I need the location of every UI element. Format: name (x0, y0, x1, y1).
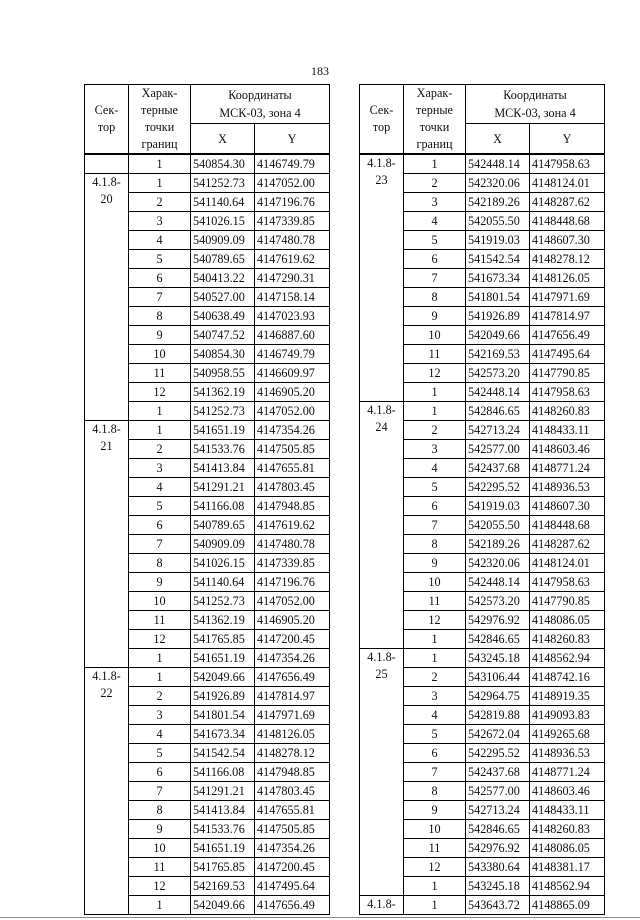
x-coordinate-cell: 541166.08 (191, 763, 255, 782)
y-coordinate-cell: 4147656.49 (255, 668, 330, 687)
y-coordinate-cell: 4148919.35 (530, 687, 605, 706)
y-coordinate-cell: 4147290.31 (255, 269, 330, 288)
point-number-cell: 6 (129, 763, 191, 782)
y-coordinate-cell: 4147196.76 (255, 193, 330, 212)
table-row (360, 896, 605, 915)
x-coordinate-cell: 542437.68 (466, 459, 530, 478)
x-coordinate-cell: 541140.64 (191, 573, 255, 592)
y-coordinate-cell: 4149093.83 (530, 706, 605, 725)
table-row (360, 402, 605, 421)
y-coordinate-cell: 4148562.94 (530, 649, 605, 668)
x-coordinate-cell: 541651.19 (191, 421, 255, 440)
table-row (85, 154, 330, 174)
point-number-cell: 5 (404, 725, 466, 744)
table-body (85, 154, 330, 915)
sector-cell: 4.1.8- 25 (360, 649, 404, 896)
y-coordinate-cell: 4148865.09 (530, 896, 605, 915)
y-coordinate-cell: 4147495.64 (255, 877, 330, 896)
sector-cell: 4.1.8- 23 (360, 154, 404, 402)
point-number-cell: 9 (129, 326, 191, 345)
point-number-cell: 12 (129, 383, 191, 402)
y-coordinate-cell: 4147200.45 (255, 858, 330, 877)
x-coordinate-cell: 541252.73 (191, 592, 255, 611)
y-coordinate-cell: 4148287.62 (530, 193, 605, 212)
x-coordinate-cell: 542189.26 (466, 193, 530, 212)
x-coordinate-cell: 542055.50 (466, 212, 530, 231)
y-coordinate-cell: 4148260.83 (530, 630, 605, 649)
y-coordinate-cell: 4147619.62 (255, 516, 330, 535)
point-number-cell: 12 (404, 858, 466, 877)
x-coordinate-cell: 543380.64 (466, 858, 530, 877)
point-number-cell: 8 (404, 288, 466, 307)
scan-bottom-edge (0, 917, 640, 918)
point-number-cell: 2 (404, 421, 466, 440)
table-row (360, 649, 605, 668)
point-number-cell: 4 (129, 231, 191, 250)
point-number-cell: 5 (129, 744, 191, 763)
x-coordinate-cell: 542295.52 (466, 744, 530, 763)
header-coordinates: Координаты МСК-03, зона 4 (191, 85, 330, 124)
x-coordinate-cell: 542846.65 (466, 630, 530, 649)
point-number-cell: 3 (129, 212, 191, 231)
x-coordinate-cell: 541166.08 (191, 497, 255, 516)
y-coordinate-cell: 4147656.49 (530, 326, 605, 345)
x-coordinate-cell: 540909.09 (191, 535, 255, 554)
y-coordinate-cell: 4147655.81 (255, 459, 330, 478)
point-number-cell: 3 (404, 440, 466, 459)
x-coordinate-cell: 541673.34 (466, 269, 530, 288)
x-coordinate-cell: 541919.03 (466, 497, 530, 516)
x-coordinate-cell: 542448.14 (466, 573, 530, 592)
x-coordinate-cell: 542573.20 (466, 364, 530, 383)
x-coordinate-cell: 541542.54 (466, 250, 530, 269)
x-coordinate-cell: 542049.66 (191, 668, 255, 687)
sector-cell: 4.1.8- 20 (85, 174, 129, 421)
x-coordinate-cell: 540958.55 (191, 364, 255, 383)
point-number-cell: 3 (404, 687, 466, 706)
point-number-cell: 12 (404, 611, 466, 630)
point-number-cell: 8 (404, 535, 466, 554)
point-number-cell: 10 (404, 820, 466, 839)
point-number-cell: 3 (404, 193, 466, 212)
point-number-cell: 12 (129, 630, 191, 649)
x-coordinate-cell: 542573.20 (466, 592, 530, 611)
y-coordinate-cell: 4147023.93 (255, 307, 330, 326)
x-coordinate-cell: 542320.06 (466, 174, 530, 193)
point-number-cell: 10 (404, 573, 466, 592)
y-coordinate-cell: 4146609.97 (255, 364, 330, 383)
page-number: 183 (311, 64, 329, 78)
x-coordinate-cell: 541291.21 (191, 478, 255, 497)
sector-cell: 4.1.8- 24 (360, 402, 404, 649)
y-coordinate-cell: 4148607.30 (530, 497, 605, 516)
point-number-cell: 1 (129, 174, 191, 193)
point-number-cell: 9 (404, 307, 466, 326)
x-coordinate-cell: 541801.54 (466, 288, 530, 307)
table-row (85, 421, 330, 440)
x-coordinate-cell: 541651.19 (191, 839, 255, 858)
header-points: Харак- терные точки границ (129, 85, 191, 155)
point-number-cell: 6 (404, 250, 466, 269)
x-coordinate-cell: 542448.14 (466, 154, 530, 174)
point-number-cell: 1 (129, 896, 191, 915)
point-number-cell: 6 (129, 516, 191, 535)
point-number-cell: 7 (404, 763, 466, 782)
x-coordinate-cell: 540789.65 (191, 250, 255, 269)
point-number-cell: 1 (129, 421, 191, 440)
point-number-cell: 1 (404, 877, 466, 896)
x-coordinate-cell: 542846.65 (466, 820, 530, 839)
point-number-cell: 1 (129, 649, 191, 668)
point-number-cell: 3 (129, 459, 191, 478)
header-y: Y (255, 124, 330, 154)
y-coordinate-cell: 4148381.17 (530, 858, 605, 877)
point-number-cell: 2 (129, 440, 191, 459)
y-coordinate-cell: 4147803.45 (255, 782, 330, 801)
y-coordinate-cell: 4146749.79 (255, 154, 330, 174)
y-coordinate-cell: 4147971.69 (255, 706, 330, 725)
x-coordinate-cell: 541801.54 (191, 706, 255, 725)
x-coordinate-cell: 541673.34 (191, 725, 255, 744)
sector-cell (85, 154, 129, 174)
y-coordinate-cell: 4148278.12 (255, 744, 330, 763)
y-coordinate-cell: 4147200.45 (255, 630, 330, 649)
point-number-cell: 2 (129, 193, 191, 212)
table-row (360, 154, 605, 174)
y-coordinate-cell: 4148124.01 (530, 174, 605, 193)
x-coordinate-cell: 543245.18 (466, 649, 530, 668)
point-number-cell: 10 (129, 592, 191, 611)
header-sector: Сек- тор (360, 85, 404, 155)
point-number-cell: 2 (404, 174, 466, 193)
point-number-cell: 7 (129, 782, 191, 801)
y-coordinate-cell: 4148260.83 (530, 402, 605, 421)
sector-cell: 4.1.8- 21 (85, 421, 129, 668)
point-number-cell: 11 (129, 858, 191, 877)
x-coordinate-cell: 540854.30 (191, 154, 255, 174)
x-coordinate-cell: 542846.65 (466, 402, 530, 421)
point-number-cell: 1 (404, 649, 466, 668)
x-coordinate-cell: 541413.84 (191, 459, 255, 478)
y-coordinate-cell: 4148603.46 (530, 440, 605, 459)
point-number-cell: 1 (129, 668, 191, 687)
y-coordinate-cell: 4147339.85 (255, 554, 330, 573)
x-coordinate-cell: 541765.85 (191, 630, 255, 649)
point-number-cell: 7 (129, 535, 191, 554)
y-coordinate-cell: 4148124.01 (530, 554, 605, 573)
y-coordinate-cell: 4148260.83 (530, 820, 605, 839)
y-coordinate-cell: 4147790.85 (530, 592, 605, 611)
y-coordinate-cell: 4148771.24 (530, 459, 605, 478)
x-coordinate-cell: 541026.15 (191, 212, 255, 231)
x-coordinate-cell: 542049.66 (191, 896, 255, 915)
x-coordinate-cell: 543643.72 (466, 896, 530, 915)
x-coordinate-cell: 542295.52 (466, 478, 530, 497)
point-number-cell: 11 (129, 364, 191, 383)
point-number-cell: 6 (404, 744, 466, 763)
x-coordinate-cell: 540747.52 (191, 326, 255, 345)
x-coordinate-cell: 540854.30 (191, 345, 255, 364)
point-number-cell: 8 (129, 554, 191, 573)
point-number-cell: 1 (404, 896, 466, 915)
y-coordinate-cell: 4147619.62 (255, 250, 330, 269)
x-coordinate-cell: 540413.22 (191, 269, 255, 288)
point-number-cell: 10 (129, 839, 191, 858)
x-coordinate-cell: 542189.26 (466, 535, 530, 554)
x-coordinate-cell: 542672.04 (466, 725, 530, 744)
y-coordinate-cell: 4146905.20 (255, 383, 330, 402)
y-coordinate-cell: 4147958.63 (530, 154, 605, 174)
y-coordinate-cell: 4147354.26 (255, 839, 330, 858)
point-number-cell: 11 (404, 345, 466, 364)
point-number-cell: 9 (404, 554, 466, 573)
y-coordinate-cell: 4147790.85 (530, 364, 605, 383)
point-number-cell: 9 (129, 573, 191, 592)
x-coordinate-cell: 541413.84 (191, 801, 255, 820)
point-number-cell: 7 (129, 288, 191, 307)
point-number-cell: 4 (129, 478, 191, 497)
x-coordinate-cell: 541651.19 (191, 649, 255, 668)
coordinates-table-right (359, 84, 605, 915)
point-number-cell: 8 (129, 307, 191, 326)
y-coordinate-cell: 4146905.20 (255, 611, 330, 630)
y-coordinate-cell: 4148742.16 (530, 668, 605, 687)
table-row (85, 174, 330, 193)
x-coordinate-cell: 541542.54 (191, 744, 255, 763)
x-coordinate-cell: 540789.65 (191, 516, 255, 535)
table-header (360, 85, 605, 155)
y-coordinate-cell: 4147958.63 (530, 573, 605, 592)
y-coordinate-cell: 4147948.85 (255, 497, 330, 516)
point-number-cell: 4 (404, 212, 466, 231)
y-coordinate-cell: 4147948.85 (255, 763, 330, 782)
x-coordinate-cell: 541926.89 (191, 687, 255, 706)
table-body (360, 154, 605, 915)
x-coordinate-cell: 541362.19 (191, 611, 255, 630)
point-number-cell: 6 (404, 497, 466, 516)
x-coordinate-cell: 541291.21 (191, 782, 255, 801)
x-coordinate-cell: 543106.44 (466, 668, 530, 687)
y-coordinate-cell: 4148936.53 (530, 478, 605, 497)
x-coordinate-cell: 541765.85 (191, 858, 255, 877)
point-number-cell: 5 (404, 231, 466, 250)
point-number-cell: 4 (404, 706, 466, 725)
x-coordinate-cell: 542577.00 (466, 440, 530, 459)
x-coordinate-cell: 541533.76 (191, 820, 255, 839)
y-coordinate-cell: 4147158.14 (255, 288, 330, 307)
point-number-cell: 2 (129, 687, 191, 706)
point-number-cell: 12 (129, 877, 191, 896)
y-coordinate-cell: 4147354.26 (255, 421, 330, 440)
x-coordinate-cell: 540638.49 (191, 307, 255, 326)
header-y: Y (530, 124, 605, 154)
y-coordinate-cell: 4147495.64 (530, 345, 605, 364)
x-coordinate-cell: 542964.75 (466, 687, 530, 706)
y-coordinate-cell: 4147656.49 (255, 896, 330, 915)
x-coordinate-cell: 541252.73 (191, 402, 255, 421)
point-number-cell: 6 (129, 269, 191, 288)
x-coordinate-cell: 542713.24 (466, 421, 530, 440)
y-coordinate-cell: 4147052.00 (255, 402, 330, 421)
table-header (85, 85, 330, 155)
x-coordinate-cell: 541919.03 (466, 231, 530, 250)
point-number-cell: 7 (404, 516, 466, 535)
x-coordinate-cell: 542976.92 (466, 611, 530, 630)
y-coordinate-cell: 4148126.05 (530, 269, 605, 288)
point-number-cell: 9 (404, 801, 466, 820)
y-coordinate-cell: 4148448.68 (530, 516, 605, 535)
point-number-cell: 8 (404, 782, 466, 801)
y-coordinate-cell: 4148287.62 (530, 535, 605, 554)
x-coordinate-cell: 542577.00 (466, 782, 530, 801)
y-coordinate-cell: 4148603.46 (530, 782, 605, 801)
y-coordinate-cell: 4147505.85 (255, 820, 330, 839)
y-coordinate-cell: 4148562.94 (530, 877, 605, 896)
y-coordinate-cell: 4148433.11 (530, 801, 605, 820)
y-coordinate-cell: 4147480.78 (255, 535, 330, 554)
y-coordinate-cell: 4148607.30 (530, 231, 605, 250)
point-number-cell: 5 (404, 478, 466, 497)
y-coordinate-cell: 4147814.97 (255, 687, 330, 706)
y-coordinate-cell: 4147814.97 (530, 307, 605, 326)
header-x: X (466, 124, 530, 154)
point-number-cell: 10 (404, 326, 466, 345)
x-coordinate-cell: 540909.09 (191, 231, 255, 250)
y-coordinate-cell: 4148448.68 (530, 212, 605, 231)
x-coordinate-cell: 542320.06 (466, 554, 530, 573)
x-coordinate-cell: 542437.68 (466, 763, 530, 782)
header-sector: Сек- тор (85, 85, 129, 155)
y-coordinate-cell: 4149265.68 (530, 725, 605, 744)
y-coordinate-cell: 4148086.05 (530, 611, 605, 630)
point-number-cell: 11 (404, 839, 466, 858)
coordinates-table-left (84, 84, 330, 915)
x-coordinate-cell: 541362.19 (191, 383, 255, 402)
point-number-cell: 1 (404, 383, 466, 402)
y-coordinate-cell: 4147052.00 (255, 174, 330, 193)
point-number-cell: 8 (129, 801, 191, 820)
y-coordinate-cell: 4147354.26 (255, 649, 330, 668)
point-number-cell: 11 (129, 611, 191, 630)
x-coordinate-cell: 542169.53 (191, 877, 255, 896)
y-coordinate-cell: 4147958.63 (530, 383, 605, 402)
y-coordinate-cell: 4147480.78 (255, 231, 330, 250)
y-coordinate-cell: 4148086.05 (530, 839, 605, 858)
y-coordinate-cell: 4148936.53 (530, 744, 605, 763)
point-number-cell: 1 (404, 630, 466, 649)
header-x: X (191, 124, 255, 154)
x-coordinate-cell: 542169.53 (466, 345, 530, 364)
y-coordinate-cell: 4148433.11 (530, 421, 605, 440)
x-coordinate-cell: 541252.73 (191, 174, 255, 193)
x-coordinate-cell: 540527.00 (191, 288, 255, 307)
point-number-cell: 12 (404, 364, 466, 383)
point-number-cell: 3 (129, 706, 191, 725)
x-coordinate-cell: 541026.15 (191, 554, 255, 573)
x-coordinate-cell: 541926.89 (466, 307, 530, 326)
header-coordinates: Координаты МСК-03, зона 4 (466, 85, 605, 124)
sector-cell: 4.1.8- 22 (85, 668, 129, 915)
point-number-cell: 9 (129, 820, 191, 839)
table-row (85, 668, 330, 687)
y-coordinate-cell: 4147655.81 (255, 801, 330, 820)
point-number-cell: 10 (129, 345, 191, 364)
x-coordinate-cell: 542055.50 (466, 516, 530, 535)
y-coordinate-cell: 4146749.79 (255, 345, 330, 364)
point-number-cell: 2 (404, 668, 466, 687)
y-coordinate-cell: 4147052.00 (255, 592, 330, 611)
point-number-cell: 1 (129, 154, 191, 174)
point-number-cell: 5 (129, 250, 191, 269)
y-coordinate-cell: 4147971.69 (530, 288, 605, 307)
x-coordinate-cell: 541533.76 (191, 440, 255, 459)
y-coordinate-cell: 4147803.45 (255, 478, 330, 497)
y-coordinate-cell: 4147339.85 (255, 212, 330, 231)
y-coordinate-cell: 4148278.12 (530, 250, 605, 269)
point-number-cell: 5 (129, 497, 191, 516)
point-number-cell: 1 (129, 402, 191, 421)
x-coordinate-cell: 542976.92 (466, 839, 530, 858)
header-points: Харак- терные точки границ (404, 85, 466, 155)
point-number-cell: 11 (404, 592, 466, 611)
y-coordinate-cell: 4147196.76 (255, 573, 330, 592)
y-coordinate-cell: 4146887.60 (255, 326, 330, 345)
point-number-cell: 7 (404, 269, 466, 288)
x-coordinate-cell: 542049.66 (466, 326, 530, 345)
x-coordinate-cell: 542819.88 (466, 706, 530, 725)
point-number-cell: 1 (404, 154, 466, 174)
x-coordinate-cell: 541140.64 (191, 193, 255, 212)
sector-cell: 4.1.8- (360, 896, 404, 915)
y-coordinate-cell: 4147505.85 (255, 440, 330, 459)
y-coordinate-cell: 4148771.24 (530, 763, 605, 782)
x-coordinate-cell: 543245.18 (466, 877, 530, 896)
y-coordinate-cell: 4148126.05 (255, 725, 330, 744)
point-number-cell: 1 (404, 402, 466, 421)
x-coordinate-cell: 542448.14 (466, 383, 530, 402)
point-number-cell: 4 (129, 725, 191, 744)
x-coordinate-cell: 542713.24 (466, 801, 530, 820)
point-number-cell: 4 (404, 459, 466, 478)
